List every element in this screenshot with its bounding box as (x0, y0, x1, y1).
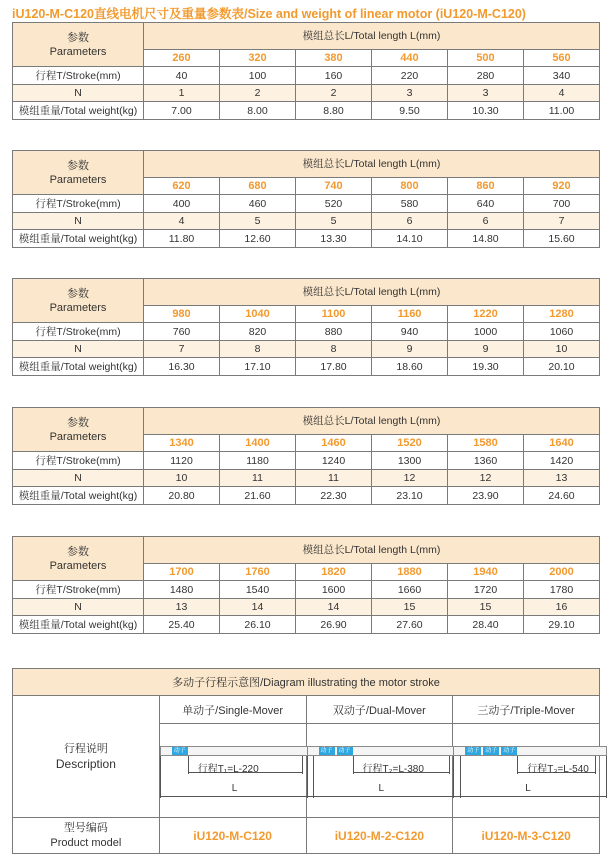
parameters-header-en: Parameters (49, 430, 107, 443)
weight-value: 8.00 (220, 102, 296, 120)
n-value: 14 (220, 598, 296, 616)
stroke-formula: 行程T₂=L-380 (362, 763, 424, 775)
n-value: 3 (372, 84, 448, 102)
stroke-value: 1300 (372, 452, 448, 470)
parameters-header-en: Parameters (49, 173, 107, 186)
stroke-diagram-single (160, 736, 314, 806)
stroke-value: 1360 (448, 452, 524, 470)
n-value: 2 (220, 84, 296, 102)
weight-value: 22.30 (296, 487, 372, 505)
total-length-header: 模组总长L/Total length L(mm) (144, 23, 600, 50)
n-value: 8 (296, 340, 372, 358)
n-value: 4 (144, 212, 220, 230)
length-start-tick (160, 756, 161, 798)
stroke-value: 1600 (296, 581, 372, 599)
parameters-header-cn: 参数 (67, 416, 89, 429)
stroke-value: 580 (372, 195, 448, 213)
length-value: 1460 (296, 434, 372, 452)
length-value: 1520 (372, 434, 448, 452)
n-value: 10 (524, 340, 600, 358)
weight-value: 8.80 (296, 102, 372, 120)
stroke-value: 460 (220, 195, 296, 213)
weight-value: 20.80 (144, 487, 220, 505)
weight-value: 16.30 (144, 358, 220, 376)
weight-value: 10.30 (448, 102, 524, 120)
n-value: 15 (448, 598, 524, 616)
parameters-header-cn: 参数 (67, 31, 89, 44)
stroke-value: 1420 (524, 452, 600, 470)
weight-value: 7.00 (144, 102, 220, 120)
diagram-cell-dual (306, 724, 453, 818)
parameters-header (13, 408, 144, 452)
weight-label: 模组重量/Total weight(kg) (13, 230, 144, 248)
spec-table (12, 150, 600, 248)
mover-type-triple: 三动子/Triple-Mover (453, 696, 600, 724)
weight-value: 26.10 (220, 616, 296, 634)
stroke-value: 520 (296, 195, 372, 213)
stroke-value: 1780 (524, 581, 600, 599)
total-length-header: 模组总长L/Total length L(mm) (144, 537, 600, 564)
stroke-value: 160 (296, 67, 372, 85)
weight-value: 15.60 (524, 230, 600, 248)
weight-label: 模组重量/Total weight(kg) (13, 487, 144, 505)
stroke-value: 700 (524, 195, 600, 213)
weight-value: 21.60 (220, 487, 296, 505)
stroke-value: 400 (144, 195, 220, 213)
stroke-value: 280 (448, 67, 524, 85)
diagram-title: 多动子行程示意图/Diagram illustrating the motor stroke (13, 669, 600, 696)
weight-label: 模组重量/Total weight(kg) (13, 102, 144, 120)
stroke-value: 220 (372, 67, 448, 85)
length-value: 1880 (372, 563, 448, 581)
parameters-header-cn: 参数 (67, 545, 89, 558)
length-value: 1580 (448, 434, 524, 452)
weight-value: 28.40 (448, 616, 524, 634)
stroke-formula: 行程T₁=L-220 (197, 763, 259, 775)
n-value: 5 (296, 212, 372, 230)
mover-block: 动子 (320, 747, 333, 754)
length-value: 1640 (524, 434, 600, 452)
n-value: 10 (144, 469, 220, 487)
n-value: 11 (220, 469, 296, 487)
weight-value: 14.80 (448, 230, 524, 248)
n-value: 12 (448, 469, 524, 487)
length-label: L (525, 782, 531, 794)
parameters-header (13, 279, 144, 323)
length-dimension-line (307, 796, 461, 797)
length-value: 800 (372, 177, 448, 195)
spec-table (12, 407, 600, 505)
parameters-header-cn: 参数 (67, 287, 89, 300)
parameters-header-en: Parameters (49, 45, 107, 58)
stroke-value: 1720 (448, 581, 524, 599)
length-value: 680 (220, 177, 296, 195)
length-start-tick (307, 756, 308, 798)
n-value: 15 (372, 598, 448, 616)
parameters-header-cn: 参数 (67, 159, 89, 172)
length-value: 1340 (144, 434, 220, 452)
spec-table (12, 22, 600, 120)
weight-value: 27.60 (372, 616, 448, 634)
length-value: 440 (372, 49, 448, 67)
weight-value: 23.10 (372, 487, 448, 505)
stroke-formula: 行程T₃=L-540 (527, 763, 589, 775)
weight-value: 17.10 (220, 358, 296, 376)
n-value: 6 (448, 212, 524, 230)
stroke-value: 880 (296, 323, 372, 341)
n-value: 8 (220, 340, 296, 358)
mover-block: 动子 (467, 747, 480, 754)
length-value: 1400 (220, 434, 296, 452)
length-value: 1220 (448, 305, 524, 323)
model-code-single: iU120-M-C120 (159, 818, 306, 854)
weight-value: 26.90 (296, 616, 372, 634)
n-value: 13 (144, 598, 220, 616)
length-value: 1160 (372, 305, 448, 323)
stroke-value: 1540 (220, 581, 296, 599)
weight-value: 17.80 (296, 358, 372, 376)
weight-value: 29.10 (524, 616, 600, 634)
stroke-value: 820 (220, 323, 296, 341)
model-code-dual: iU120-M-2-C120 (306, 818, 453, 854)
description-label (13, 696, 160, 818)
stroke-value: 40 (144, 67, 220, 85)
spec-table (12, 278, 600, 376)
length-value: 320 (220, 49, 296, 67)
n-value: 6 (372, 212, 448, 230)
spec-table (12, 536, 600, 634)
weight-value: 11.80 (144, 230, 220, 248)
stroke-label: 行程T/Stroke(mm) (13, 452, 144, 470)
diagram-cell-single (159, 724, 306, 818)
length-value: 620 (144, 177, 220, 195)
model-code-triple: iU120-M-3-C120 (453, 818, 600, 854)
product-model-label (13, 818, 160, 854)
n-value: 16 (524, 598, 600, 616)
length-value: 1940 (448, 563, 524, 581)
length-value: 1100 (296, 305, 372, 323)
description-label-en: Description (55, 756, 116, 771)
stroke-value: 1660 (372, 581, 448, 599)
n-value: 2 (296, 84, 372, 102)
stroke-value: 340 (524, 67, 600, 85)
stroke-value: 1180 (220, 452, 296, 470)
length-value: 860 (448, 177, 524, 195)
length-value: 260 (144, 49, 220, 67)
length-value: 1280 (524, 305, 600, 323)
stroke-end-tick (449, 756, 450, 774)
weight-value: 19.30 (448, 358, 524, 376)
parameters-header (13, 151, 144, 195)
n-value: 3 (448, 84, 524, 102)
stroke-value: 760 (144, 323, 220, 341)
stroke-label: 行程T/Stroke(mm) (13, 323, 144, 341)
parameters-header (13, 537, 144, 581)
length-value: 2000 (524, 563, 600, 581)
parameters-header (13, 23, 144, 67)
stroke-value: 1480 (144, 581, 220, 599)
n-label: N (13, 84, 144, 102)
description-label-cn: 行程说明 (63, 742, 108, 755)
length-value: 500 (448, 49, 524, 67)
n-value: 12 (372, 469, 448, 487)
product-model-label-en: Product model (50, 836, 122, 849)
stroke-diagram-dual (307, 736, 461, 806)
stroke-value: 1120 (144, 452, 220, 470)
n-label: N (13, 340, 144, 358)
length-dimension-line (453, 796, 607, 797)
mover-type-dual: 双动子/Dual-Mover (306, 696, 453, 724)
n-value: 9 (448, 340, 524, 358)
length-label: L (231, 782, 238, 794)
stroke-label: 行程T/Stroke(mm) (13, 195, 144, 213)
weight-value: 9.50 (372, 102, 448, 120)
total-length-header: 模组总长L/Total length L(mm) (144, 279, 600, 306)
mover-block: 动子 (173, 747, 186, 754)
weight-value: 14.10 (372, 230, 448, 248)
stroke-value: 1240 (296, 452, 372, 470)
parameters-header-en: Parameters (49, 301, 107, 314)
n-value: 1 (144, 84, 220, 102)
diagram-cell-triple (453, 724, 600, 818)
length-label: L (378, 782, 385, 794)
length-end-tick (606, 756, 607, 798)
product-model-label-cn: 型号编码 (63, 821, 108, 834)
n-value: 7 (144, 340, 220, 358)
weight-value: 24.60 (524, 487, 600, 505)
stroke-value: 940 (372, 323, 448, 341)
length-value: 560 (524, 49, 600, 67)
weight-value: 25.40 (144, 616, 220, 634)
n-value: 4 (524, 84, 600, 102)
n-value: 14 (296, 598, 372, 616)
page-title: iU120-M-C120直线电机尺寸及重量参数表/Size and weight of linear motor (iU120-M-C120) (12, 7, 526, 21)
length-start-tick (453, 756, 454, 798)
n-label: N (13, 598, 144, 616)
stroke-label: 行程T/Stroke(mm) (13, 581, 144, 599)
stroke-end-tick (302, 756, 303, 774)
n-value: 11 (296, 469, 372, 487)
stroke-value: 1060 (524, 323, 600, 341)
mover-block: 动子 (338, 747, 351, 754)
mover-block: 动子 (503, 747, 516, 754)
stroke-diagram-table (12, 668, 600, 854)
stroke-value: 1000 (448, 323, 524, 341)
weight-value: 11.00 (524, 102, 600, 120)
mover-type-single: 单动子/Single-Mover (159, 696, 306, 724)
stroke-end-tick (595, 756, 596, 774)
weight-value: 18.60 (372, 358, 448, 376)
n-label: N (13, 469, 144, 487)
length-value: 920 (524, 177, 600, 195)
total-length-header: 模组总长L/Total length L(mm) (144, 151, 600, 178)
length-dimension-line (160, 796, 314, 797)
length-value: 740 (296, 177, 372, 195)
parameters-header-en: Parameters (49, 559, 107, 572)
total-length-header: 模组总长L/Total length L(mm) (144, 408, 600, 435)
n-value: 9 (372, 340, 448, 358)
mover-block: 动子 (485, 747, 498, 754)
weight-value: 12.60 (220, 230, 296, 248)
n-label: N (13, 212, 144, 230)
length-value: 1040 (220, 305, 296, 323)
length-value: 980 (144, 305, 220, 323)
length-value: 1700 (144, 563, 220, 581)
length-value: 1820 (296, 563, 372, 581)
weight-label: 模组重量/Total weight(kg) (13, 358, 144, 376)
stroke-diagram-triple (453, 736, 607, 806)
n-value: 5 (220, 212, 296, 230)
length-value: 380 (296, 49, 372, 67)
stroke-label: 行程T/Stroke(mm) (13, 67, 144, 85)
length-value: 1760 (220, 563, 296, 581)
n-value: 13 (524, 469, 600, 487)
n-value: 7 (524, 212, 600, 230)
weight-value: 20.10 (524, 358, 600, 376)
weight-value: 23.90 (448, 487, 524, 505)
stroke-value: 640 (448, 195, 524, 213)
weight-value: 13.30 (296, 230, 372, 248)
weight-label: 模组重量/Total weight(kg) (13, 616, 144, 634)
stroke-value: 100 (220, 67, 296, 85)
